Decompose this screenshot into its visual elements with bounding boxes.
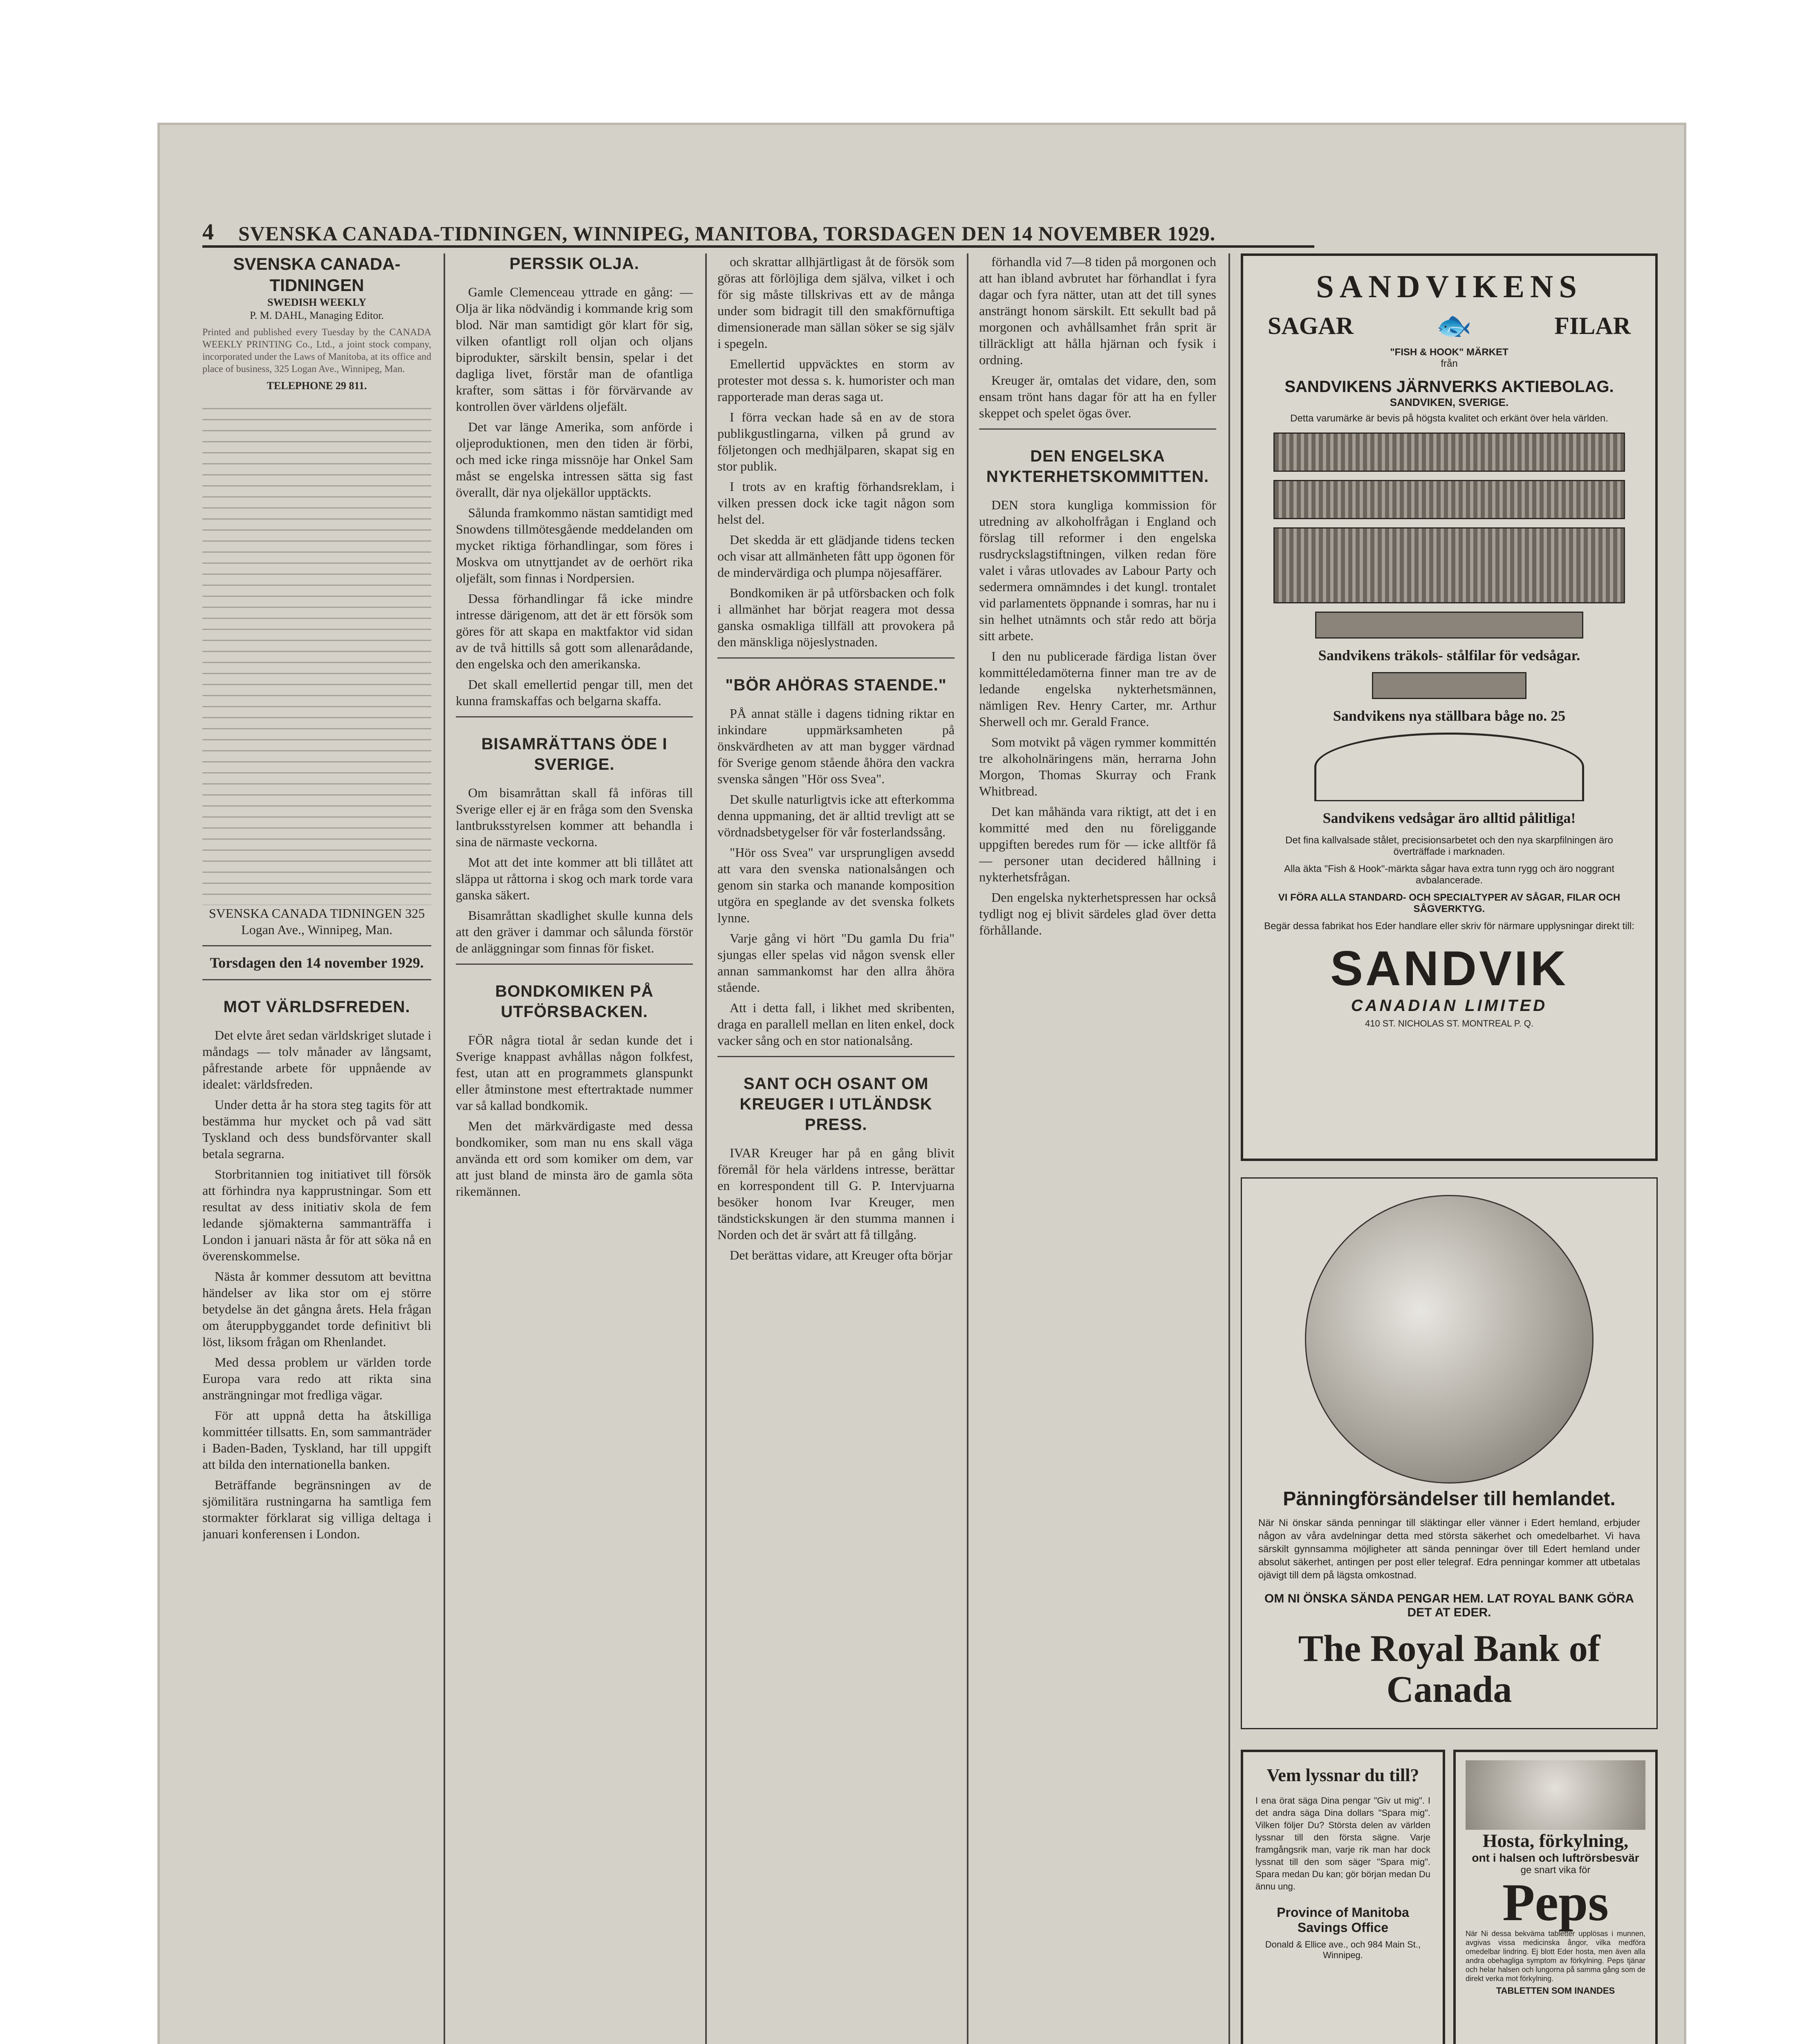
paragraph: och skrattar allhjärtligast åt de försök som göras att förlöjliga dem själva, vilket i och för sig måste tillskrivas ett av de många under som bidragit till den smakförnuftiga dimensionerade man sällan söker se sig själv i spegeln.	[717, 254, 955, 351]
paragraph: Det elvte året sedan världskriget slutade i måndags — tolv månader av långsamt, påfrestande arbete för uppnående av idealet: världsfreden.	[202, 1028, 431, 1091]
sandvik-logo: SANDVIK	[1330, 941, 1569, 996]
ad-brand: SANDVIKENS	[1316, 269, 1582, 304]
file-icon	[1315, 612, 1583, 639]
paragraph: Det var länge Amerika, som anförde i oljeproduktionen, men den tiden är förbi, och med icke ringa missnöje har Onkel Sam måst se engelska intressen sätta sig fast överallt, där nya oljekällor upptäckts.	[456, 419, 693, 500]
hand-saw-icon	[1273, 527, 1625, 603]
paragraph: DEN stora kungliga kommission för utredning av alkoholfrågan i England och förslag till reformer i den engelska rusdryckslagstiftningen, vilken redan före valet i våras utlovades av Labour Party och sedermera omnämndes i det kungl. trontalet vid parlamentets öppnande i somras, har nu i sin helhet utnämnts och står redo att börja sitt arbete.	[979, 498, 1216, 643]
paragraph: För att uppnå detta ha åtskilliga kommittéer tillsatts. En, som sammanträder i Baden-Baden, Tyskland, har till uppgift att bilda den internationella banken.	[202, 1408, 431, 1472]
paragraph: Varje gång vi hört "Du gamla Du fria" sjungas eller spelas vid någon svensk eller annan sammankomst har den allra åhöra stående.	[717, 931, 955, 995]
column-rule	[1228, 253, 1230, 2044]
ad-address: 410 ST. NICHOLAS ST. MONTREAL P. Q.	[1365, 1018, 1534, 1029]
peps-logo: Peps	[1502, 1873, 1609, 1932]
paragraph: Det skall emellertid pengar till, men det kunna framskaffas och belgarna skaffa.	[456, 677, 693, 708]
column-rule	[705, 253, 707, 2044]
bank-name: The Royal Bank of Canada	[1298, 1627, 1600, 1710]
paragraph: Men det märkvärdigaste med dessa bondkomiker, som man nu ens skall väga använda ett ord som komiker om dem, var att just bland de minsta äro de gamla söta rikemännen.	[456, 1118, 693, 1199]
paragraph: Beträffande begränsningen av de sjömilitära rustningarna ha samtliga fem stormakter förklarat sig villiga deltaga i januari konferensen i London.	[202, 1477, 431, 1541]
article-title: PERSSIK OLJA.	[509, 255, 639, 273]
paragraph: FÖR några tiotal år sedan kunde det i Sverige knappast avhållas någon folkfest, fest, utan att en programmets glanspunkt eller åtminstone mest eftertraktade nummer var så kallad bondkomik.	[456, 1033, 693, 1113]
ad-location: SANDVIKEN, SVERIGE.	[1390, 396, 1509, 408]
ad-heading: Hosta, förkylning,	[1482, 1830, 1629, 1851]
paragraph: I förra veckan hade så en av de stora publikgustlingarna, vilken på grund av följetongen och medhjälparen, skapat sig en stor publik.	[717, 410, 955, 473]
paragraph: Dessa förhandlingar få icke mindre intresse därigenom, att det är ett försök som göres för att skapa en maktfaktor vid sidan av de två hittills så gott som allenarådande, den engelska och den amerikanska.	[456, 591, 693, 671]
sandvikens-ad	[1241, 253, 1658, 1161]
globe-icon	[1305, 1195, 1594, 1484]
paragraph: Den engelska nykterhetspressen har också tydligt nog ej blivit särdeles glad över detta förhållande.	[979, 890, 1216, 937]
page-header	[202, 204, 1314, 248]
column-1	[202, 253, 431, 2044]
paragraph: I den nu publicerade färdiga listan över kommittéledamöterna finner man tre av de ledande engelska nykterhetsmännen, nämligen Rev. Henry Carter, mr. Arthur Sherwell och mr. Gerald France.	[979, 649, 1216, 729]
column-2	[456, 253, 693, 2044]
paragraph: Det skulle naturligtvis icke att efterkomma denna uppmaning, det är alltid trevligt att se vördnadsbetygelser för vår fosterlandssång.	[717, 792, 955, 839]
saw-icon	[1273, 480, 1625, 519]
ad-body: I ena örat säga Dina pengar "Giv ut mig". I det andra säga Dina dollars "Spara mig". Vilken följer Du? Största delen av världen lyssnar till den första sägne. Varje framgångsrik man, varje rik man har dock lyssnat till den som säger "Spara mig". Spara medan Du kan; gör början medan Du ännu ung.	[1255, 1795, 1430, 1892]
paragraph: I trots av en kraftig förhandsreklam, i vilken pressen dock icke tagit någon som helst del.	[717, 479, 955, 527]
ad-sub: ont i halsen och luftrörsbesvär	[1472, 1851, 1639, 1864]
bow-saw-icon	[1314, 733, 1584, 801]
article-title: "BÖR AHÖRAS STAENDE."	[725, 676, 947, 694]
masthead-editor: P. M. DAHL, Managing Editor.	[250, 309, 384, 321]
ad-caption: Sandvikens träkols- stålfilar för vedsågar.	[1318, 647, 1580, 663]
ad-slogan: OM NI ÖNSKA SÄNDA PENGAR HEM. LAT ROYAL BANK GÖRA DET AT EDER.	[1264, 1592, 1634, 1619]
office-address: Donald & Ellice ave., och 984 Main St., Winnipeg.	[1265, 1939, 1421, 1960]
savings-office-ad	[1241, 1750, 1445, 2044]
paragraph: Storbritannien tog initiativet till försök att förhindra nya kapprustningar. Som ett resultat av dess initiativ skola de fem ledande sjömakterna sammanträffa i London i januari nästa år för att söka nå en överenskommelse.	[202, 1167, 431, 1263]
fish-icon: 🐟	[1436, 309, 1472, 341]
ad-company: SANDVIKENS JÄRNVERKS AKTIEBOLAG.	[1284, 378, 1614, 396]
ad-sagar: SAGAR	[1268, 312, 1354, 339]
paragraph: Bisamråttan skadlighet skulle kunna dels att den gräver i dammar och sålunda förstör de anläggningar som finnas för fisket.	[456, 908, 693, 955]
column-rule	[967, 253, 968, 2044]
ad-caption: Sandvikens vedsågar äro alltid pålitliga!	[1322, 810, 1576, 826]
paragraph: Att i detta fall, i likhet med skribenten, draga en parallell mellan en liten enkel, dock vacker sång och en stor nationalsång.	[717, 1000, 955, 1048]
column-3	[717, 253, 955, 2044]
paragraph: Det kan måhända vara riktigt, att det i en kommitté med den nu föreliggande uppgiften beredes rum för — icke alltför få — personer utan decidered hållning i nykterhetsfrågan.	[979, 804, 1216, 884]
paragraph: Under detta år ha stora steg tagits för att bestämma hur mycket och på vad sätt Tyskland och dess bundsförvanter skall betala segrarna.	[202, 1097, 431, 1161]
article-title: BONDKOMIKEN PÅ UTFÖRSBACKEN.	[495, 982, 654, 1021]
paragraph: Bondkomiken är på utförsbacken och folk i allmänhet har börjat reagera mot dessa ganska osmakliga tillfäll att provokera på den mänskliga nöjeslystnaden.	[717, 585, 955, 649]
masthead-weekly: SWEDISH WEEKLY	[267, 296, 367, 308]
ad-body: När Ni dessa bekväma tabletter upplösas i munnen, avgivas vissa medicinska ångor, vilka medföra omedelbar lindring. Ej blott Eder hosta, men även alla andra obehagliga symptom av förkylning. Peps tjänar och helar halsen och lungorna på samma gång som de direkt verka mot förkylning.	[1466, 1930, 1645, 1983]
divider	[456, 964, 693, 965]
office-name: Province of Manitoba Savings Office	[1277, 1905, 1409, 1935]
paragraph: PÅ annat ställe i dagens tidning riktar en inkindare uppmärksamheten på önskvärdheten av att man bygger värdnad för Sverige genom stående åhöra den vackra svenska sången "Hör oss Svea".	[717, 706, 955, 786]
article-body	[202, 1027, 431, 1542]
ad-sub: ge snart vika för	[1520, 1865, 1591, 1876]
paragraph: Mot att det inte kommer att bli tillåtet att släppa ut råttorna i skog och mark torde vara ganska säkert.	[456, 855, 693, 902]
column-rule	[444, 253, 445, 2044]
paragraph: förhandla vid 7—8 tiden på morgonen och att han ibland avbrutet har förhandlat i fyra dagar och fyra nätter, utan att det till synes ansträngt honom särskilt. Ett sekullt bad på morgonen och avhållsamhet från sprit är tillräckligt att hålla hjärnan och fysik i ordning.	[979, 254, 1216, 367]
bow-icon	[1372, 672, 1526, 699]
ad-caption: Sandvikens nya ställbara båge no. 25	[1333, 708, 1566, 724]
paragraph: Sålunda framkommo nästan samtidigt med Snowdens tillmötesgående meddelanden om mycket riktiga förhandlingar, som föres i Moskva om utnyttjandet av de oerhört rika oljefält, som finnas i Nordpersien.	[456, 505, 693, 585]
paragraph: IVAR Kreuger har på en gång blivit föremål för hela världens intresse, berättar en korrespondent till G. P. Intervjuarna besöker honom Ivar Kreuger, men tändstickskungen är den stumma mannen i Norden och det är svårt att få tillgång.	[717, 1145, 955, 1242]
masthead	[202, 253, 431, 392]
divider	[717, 657, 955, 659]
paragraph: Emellertid uppväcktes en storm av protester mot dessa s. k. humorister och man rapporterade man deras saga ut.	[717, 356, 955, 404]
ad-heading: Pänningförsändelser till hemlandet.	[1283, 1488, 1616, 1510]
article-title: SANT OCH OSANT OM KREUGER I UTLÄNDSK PRESS.	[740, 1075, 932, 1134]
man-illustration	[1466, 1760, 1645, 1830]
ad-text: VI FÖRA ALLA STANDARD- OCH SPECIALTYPER AV SÅGAR, FILAR OCH SÅGVERKTYG.	[1278, 892, 1621, 914]
subscription-terms	[202, 398, 431, 905]
sandvik-canadian: CANADIAN LIMITED	[1351, 997, 1548, 1015]
page-title: SVENSKA CANADA-TIDNINGEN, WINNIPEG, MANITOBA, TORSDAGEN DEN 14 NOVEMBER 1929.	[238, 222, 1216, 245]
ad-fran: från	[1441, 358, 1458, 369]
newspaper-page	[157, 123, 1686, 2044]
page-number: 4	[202, 220, 214, 245]
masthead-telephone: TELEPHONE 29 811.	[267, 380, 367, 392]
masthead-publisher: Printed and published every Tuesday by the CANADA WEEKLY PRINTING Co., Ltd., a joint stock company, incorporated under the Laws of Manitoba, at its office and place of business, 325 Logan Ave., Winnipeg, Man.	[202, 327, 431, 374]
article-title: BISAMRÄTTANS ÖDE I SVERIGE.	[481, 735, 668, 773]
paragraph: Det skedda är ett glädjande tidens tecken och visar att allmänheten fått upp ögonen för de mindervärdiga och plumpa nöjesaffärer.	[717, 532, 955, 580]
masthead-name: SVENSKA CANADA-TIDNINGEN	[233, 254, 401, 295]
paragraph: Som motvikt på vägen rymmer kommittén tre alkoholnäringens män, herrarna John Morgon, Thomas Skurray och Frank Whitbread.	[979, 735, 1216, 798]
masthead-address: SVENSKA CANADA TIDNINGEN 325 Logan Ave., Winnipeg, Man.	[208, 906, 425, 937]
divider	[456, 716, 693, 717]
paragraph: "Hör oss Svea" var ursprungligen avsedd att vara den svenska nationalsången och genom sin starka och manande komposition utgöra en speglande av det svenska folkets lynne.	[717, 845, 955, 925]
ad-question: Vem lyssnar du till?	[1266, 1765, 1419, 1785]
column-4	[979, 253, 1216, 2044]
ad-text: Begär dessa fabrikat hos Eder handlare eller skriv för närmare upplysningar direkt till:	[1264, 921, 1634, 932]
paragraph: Det berättas vidare, att Kreuger ofta börjar	[730, 1248, 953, 1262]
paragraph: Nästa år kommer dessutom att bevittna händelser av lika stor om ej större betydelse än det gångna årets. Hela frågan om återuppbyggandet torde definitivt bli löst, liksom frågan om Rhenlandet.	[202, 1269, 431, 1349]
saw-icon	[1273, 433, 1625, 472]
article-title: MOT VÄRLDSFREDEN.	[223, 998, 410, 1016]
paragraph: Gamle Clemenceau yttrade en gång: — Olja är lika nödvändig i kommande krig som blod. När man samtidigt gör klart för sig, vilken ofantligt roll oljan och oljans biprodukter, särskilt bensin, spelar i det dagliga livet, förstår man de ofantliga krafter, som sättas i för förvärvande av kontrollen över världens oljefält.	[456, 285, 693, 414]
ad-filar: FILAR	[1554, 312, 1631, 339]
issue-date: Torsdagen den 14 november 1929.	[210, 955, 424, 971]
ad-tagline: Detta varumärke är bevis på högsta kvalitet och erkänt över hela världen.	[1290, 413, 1608, 424]
paragraph: Med dessa problem ur världen torde Europa vara redo att rikta sina ansträngningar mot fredliga vägar.	[202, 1355, 431, 1402]
divider	[202, 979, 431, 980]
divider	[202, 945, 431, 946]
paragraph: Om bisamråttan skall få införas till Sverige eller ej är en fråga som den Svenska lantbruksstyrelsen kommer att behandla i sina de närmaste veckorna.	[456, 785, 693, 849]
ad-text: Det fina kallvalsade stålet, precisionsarbetet och den nya skarpfilningen äro överträffade i marknaden.	[1285, 835, 1613, 857]
ad-footer: TABLETTEN SOM INANDES	[1496, 1986, 1615, 1996]
royal-bank-ad	[1241, 1177, 1658, 1729]
article-title: DEN ENGELSKA NYKTERHETSKOMMITTEN.	[986, 447, 1209, 486]
divider	[717, 1056, 955, 1057]
ad-market: "FISH & HOOK" MÄRKET	[1390, 347, 1508, 358]
divider	[979, 428, 1216, 430]
peps-ad	[1453, 1750, 1658, 2044]
paragraph: Kreuger är, omtalas det vidare, den, som ensam trönt hans dagar för att ha en fyller skeppet och spelet ögas över.	[979, 373, 1216, 420]
ad-body: När Ni önskar sända penningar till släktingar eller vänner i Edert hemland, erbjuder någon av våra avdelningar detta med största säkerhet och omedelbarhet. Vi hava särskilt gynnsamma möjligheter att sända penningar över till Edert hemland under absolut säkerhet, antingen per post eller telegraf. Edra penningar kommer att utbetalas ojävigt till dem på lägsta omkostnad.	[1258, 1517, 1640, 1581]
ad-text: Alla äkta "Fish & Hook"-märkta sågar hava extra tunn rygg och äro noggrant avbalancerade.	[1284, 863, 1615, 886]
